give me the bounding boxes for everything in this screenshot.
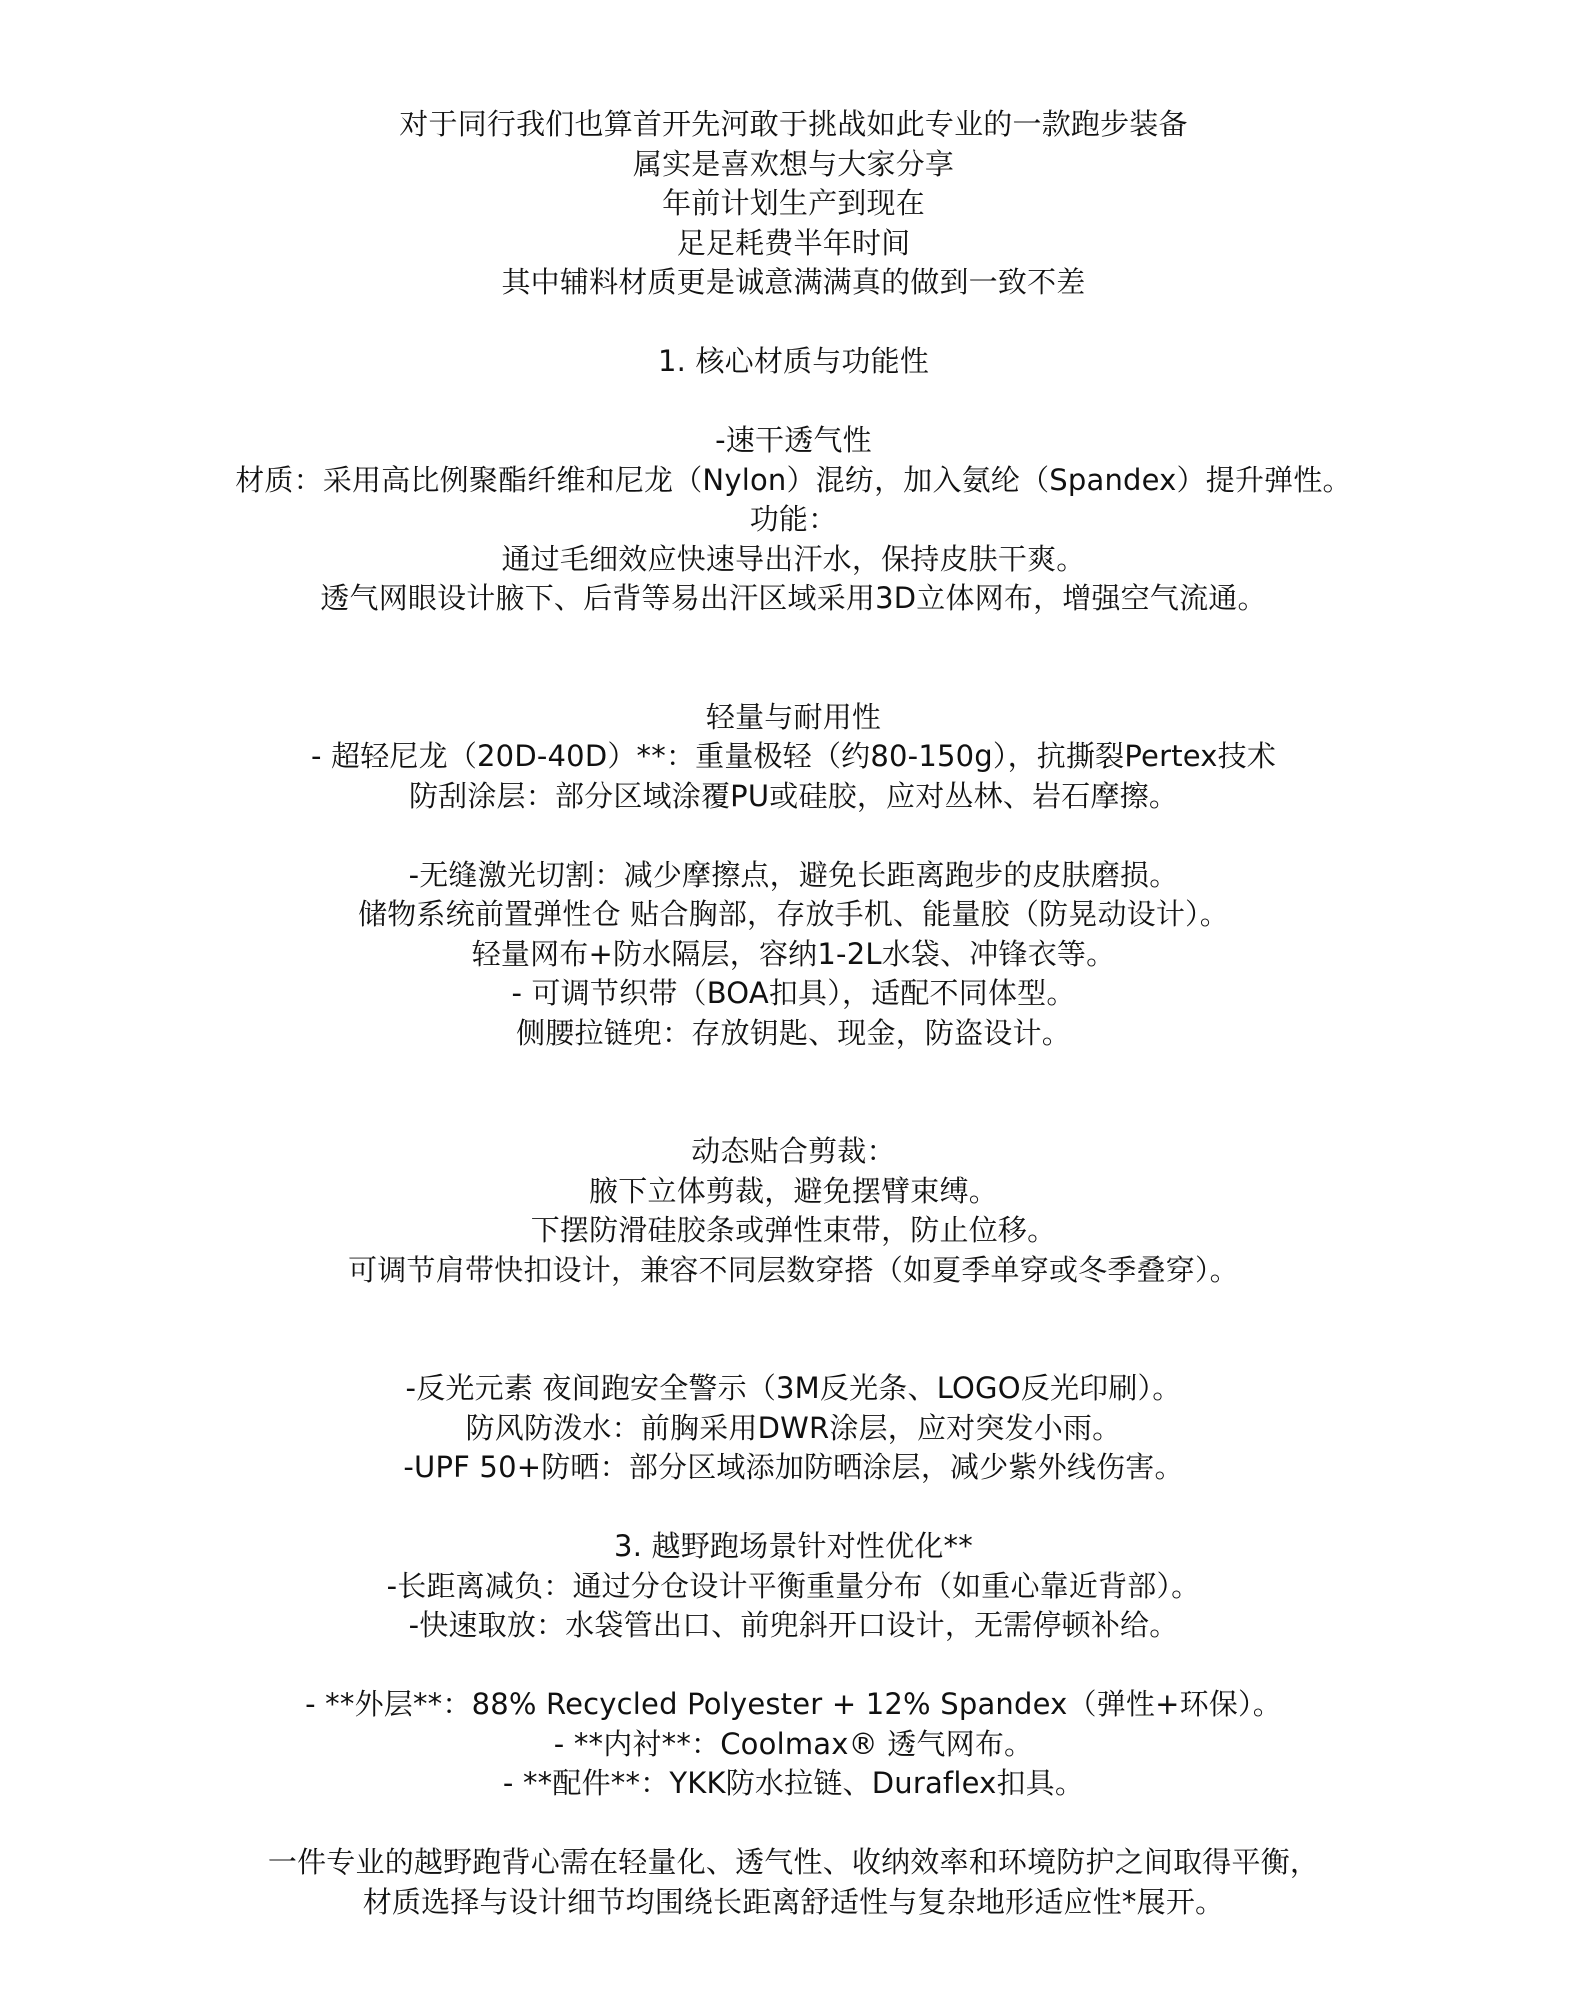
text-line: 材质选择与设计细节均围绕长距离舒适性与复杂地形适应性*展开。 <box>362 1884 1225 1919</box>
text-line: -UPF 50+防晒：部分区域添加防晒涂层，减少紫外线伤害。 <box>403 1450 1184 1484</box>
text-line: 1. 核心材质与功能性 <box>657 344 930 378</box>
text-line: 3. 越野跑场景针对性优化** <box>614 1529 973 1563</box>
text-line: -速干透气性 <box>715 423 872 457</box>
text-line: 透气网眼设计腋下、后背等易出汗区域采用3D立体网布，增强空气流通。 <box>320 581 1267 615</box>
blank-line <box>0 1290 1587 1330</box>
text-line: -长距离减负：通过分仓设计平衡重量分布（如重心靠近背部）。 <box>386 1568 1201 1603</box>
blank-line <box>0 619 1587 659</box>
blank-line <box>0 816 1587 856</box>
text-line: - **内衬**：Coolmax® 透气网布。 <box>553 1726 1034 1761</box>
blank-line <box>0 303 1587 343</box>
document-body <box>0 105 1587 1922</box>
text-line: 侧腰拉链兜：存放钥匙、现金，防盗设计。 <box>516 1015 1071 1050</box>
blank-line <box>0 1804 1587 1844</box>
text-line: 足足耗费半年时间 <box>676 225 911 260</box>
text-line: 动态贴合剪裁： <box>691 1134 896 1168</box>
text-line: 下摆防滑硅胶条或弹性束带，防止位移。 <box>530 1213 1057 1247</box>
text-line: 年前计划生产到现在 <box>662 186 925 220</box>
text-line: 对于同行我们也算首开先河敢于挑战如此专业的一款跑步装备 <box>399 107 1188 141</box>
blank-line <box>0 1330 1587 1370</box>
text-line: 一件专业的越野跑背心需在轻量化、透气性、收纳效率和环境防护之间取得平衡， <box>267 1845 1320 1879</box>
text-line: - 可调节织带（BOA扣具），适配不同体型。 <box>511 976 1076 1010</box>
blank-line <box>0 1646 1587 1686</box>
text-line: 储物系统前置弹性仓 贴合胸部，存放手机、能量胶（防晃动设计）。 <box>358 897 1229 931</box>
text-line: 轻量网布+防水隔层，容纳1-2L水袋、冲锋衣等。 <box>471 936 1116 971</box>
text-line: 可调节肩带快扣设计，兼容不同层数穿搭（如夏季单穿或冬季叠穿）。 <box>348 1252 1239 1287</box>
text-line: 其中辅料材质更是诚意满满真的做到一致不差 <box>501 265 1086 299</box>
blank-line <box>0 1053 1587 1093</box>
text-line: 通过毛细效应快速导出汗水，保持皮肤干爽。 <box>501 541 1086 576</box>
text-line: - 超轻尼龙（20D-40D）**：重量极轻（约80-150g），抗撕裂Pertex技术 <box>310 739 1277 773</box>
blank-line <box>0 658 1587 698</box>
text-line: 功能： <box>749 502 838 536</box>
text-line: 轻量与耐用性 <box>705 699 882 734</box>
text-line: 防刮涂层：部分区域涂覆PU或硅胶，应对丛林、岩石摩擦。 <box>408 778 1179 813</box>
text-line: 防风防泼水：前胸采用DWR涂层，应对突发小雨。 <box>465 1410 1122 1445</box>
text-line: -快速取放：水袋管出口、前兜斜开口设计，无需停顿补给。 <box>408 1608 1179 1642</box>
blank-line <box>0 1093 1587 1133</box>
text-line: -反光元素 夜间跑安全警示（3M反光条、LOGO反光印刷）。 <box>405 1371 1182 1405</box>
text-line: 腋下立体剪裁，避免摆臂束缚。 <box>589 1173 998 1208</box>
blank-line <box>0 382 1587 422</box>
text-line: - **配件**：YKK防水拉链、Duraflex扣具。 <box>502 1766 1085 1800</box>
text-line: 属实是喜欢想与大家分享 <box>632 146 955 181</box>
text-line: - **外层**：88% Recycled Polyester + 12% Spandex（弹性+环保）。 <box>305 1687 1282 1721</box>
blank-line <box>0 1488 1587 1528</box>
text-line: -无缝激光切割：减少摩擦点，避免长距离跑步的皮肤磨损。 <box>408 857 1179 892</box>
text-line: 材质：采用高比例聚酯纤维和尼龙（Nylon）混纺，加入氨纶（Spandex）提升弹性。 <box>235 462 1352 497</box>
